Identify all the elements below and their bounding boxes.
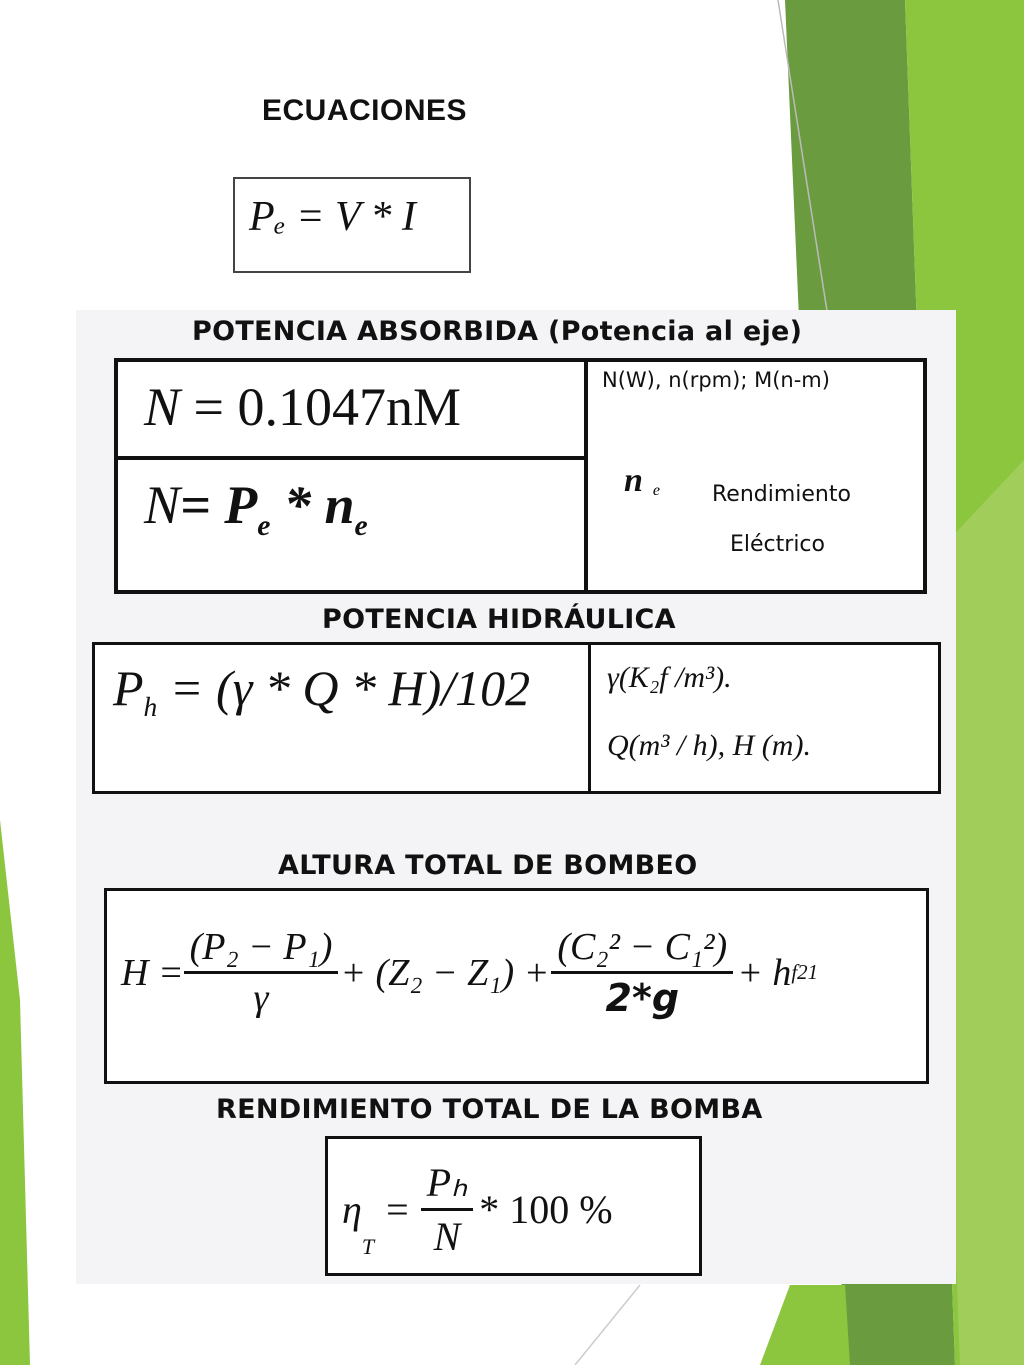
eq2 bbox=[144, 474, 368, 543]
total-head-box bbox=[104, 888, 929, 1084]
eq2-lhs: N bbox=[144, 475, 181, 535]
head-frac-1-num: (P₂ − P₁) bbox=[184, 925, 339, 974]
efficiency-box bbox=[325, 1136, 702, 1276]
heading-hydraulic-power: POTENCIA HIDRÁULICA bbox=[322, 604, 676, 635]
head-frac-2 bbox=[551, 925, 733, 1020]
heading-absorbed-power: POTENCIA ABSORBIDA (Potencia al eje) bbox=[192, 316, 803, 347]
eff-frac bbox=[421, 1159, 474, 1260]
hydraulic-eq bbox=[113, 659, 530, 723]
head-middle: + (Z₂ − Z₁) + bbox=[340, 951, 550, 994]
eff-lhs-sub: T bbox=[361, 1234, 375, 1259]
total-head-equation bbox=[121, 925, 818, 1020]
units-note: N(W), n(rpm); M(n-m) bbox=[602, 368, 830, 392]
eff-lhs: η bbox=[342, 1187, 362, 1232]
n-desc-1: Rendimiento bbox=[712, 482, 851, 507]
absorbed-power-table bbox=[114, 358, 927, 594]
head-tail-sub: f21 bbox=[791, 960, 819, 984]
eq2-n: * n bbox=[270, 475, 355, 535]
n-desc-2: Eléctrico bbox=[730, 532, 825, 557]
heading-total-efficiency: RENDIMIENTO TOTAL DE LA BOMBA bbox=[216, 1094, 763, 1125]
n-symbol bbox=[624, 462, 660, 500]
eff-frac-num: Pₕ bbox=[421, 1159, 474, 1211]
equations-panel bbox=[76, 310, 956, 1284]
hydraulic-power-table bbox=[92, 642, 941, 794]
eq2-p-sub: e bbox=[257, 509, 271, 542]
green-wedge-bottom bbox=[760, 1285, 850, 1365]
hydraulic-units-1: γ(K₂f /m³). bbox=[607, 661, 732, 694]
eq1-cell bbox=[118, 362, 588, 460]
head-frac-2-num: (C₂² − C₁²) bbox=[551, 925, 733, 974]
deco-line-bottom bbox=[575, 1285, 640, 1365]
head-frac-1-den: γ bbox=[253, 977, 269, 1019]
head-frac-1 bbox=[184, 925, 339, 1020]
hydraulic-eq-cell bbox=[95, 645, 591, 791]
head-lhs: H = bbox=[121, 951, 184, 994]
head-tail: + h bbox=[737, 951, 792, 994]
green-wedge-left bbox=[0, 820, 30, 1365]
n-letter: n bbox=[624, 462, 643, 499]
electric-power-box bbox=[233, 177, 471, 273]
eff-equals: = bbox=[386, 1187, 409, 1232]
eq2-n-sub: e bbox=[354, 509, 368, 542]
eq1-rhs: = 0.1047nM bbox=[193, 377, 461, 437]
eff-tail: * 100 % bbox=[479, 1187, 613, 1232]
eq1 bbox=[144, 376, 461, 438]
heading-total-head: ALTURA TOTAL DE BOMBEO bbox=[278, 850, 698, 881]
hydraulic-eq-sub: h bbox=[143, 691, 158, 722]
hydraulic-units-2: Q(m³ / h), H (m). bbox=[607, 729, 811, 762]
eq2-cell bbox=[118, 460, 588, 590]
hydraulic-eq-rhs: = (γ * Q * H)/102 bbox=[157, 660, 531, 716]
electric-power-equation: Pₑ = V * I bbox=[249, 194, 416, 240]
head-frac-2-den: 2*g bbox=[605, 976, 680, 1020]
n-sub: e bbox=[652, 482, 661, 500]
eq2-p: = P bbox=[180, 475, 258, 535]
efficiency-equation bbox=[342, 1159, 613, 1260]
hydraulic-eq-lhs: P bbox=[113, 660, 144, 716]
page-title: ECUACIONES bbox=[262, 94, 468, 127]
eff-frac-den: N bbox=[433, 1214, 461, 1259]
eq1-lhs: N bbox=[144, 377, 181, 437]
